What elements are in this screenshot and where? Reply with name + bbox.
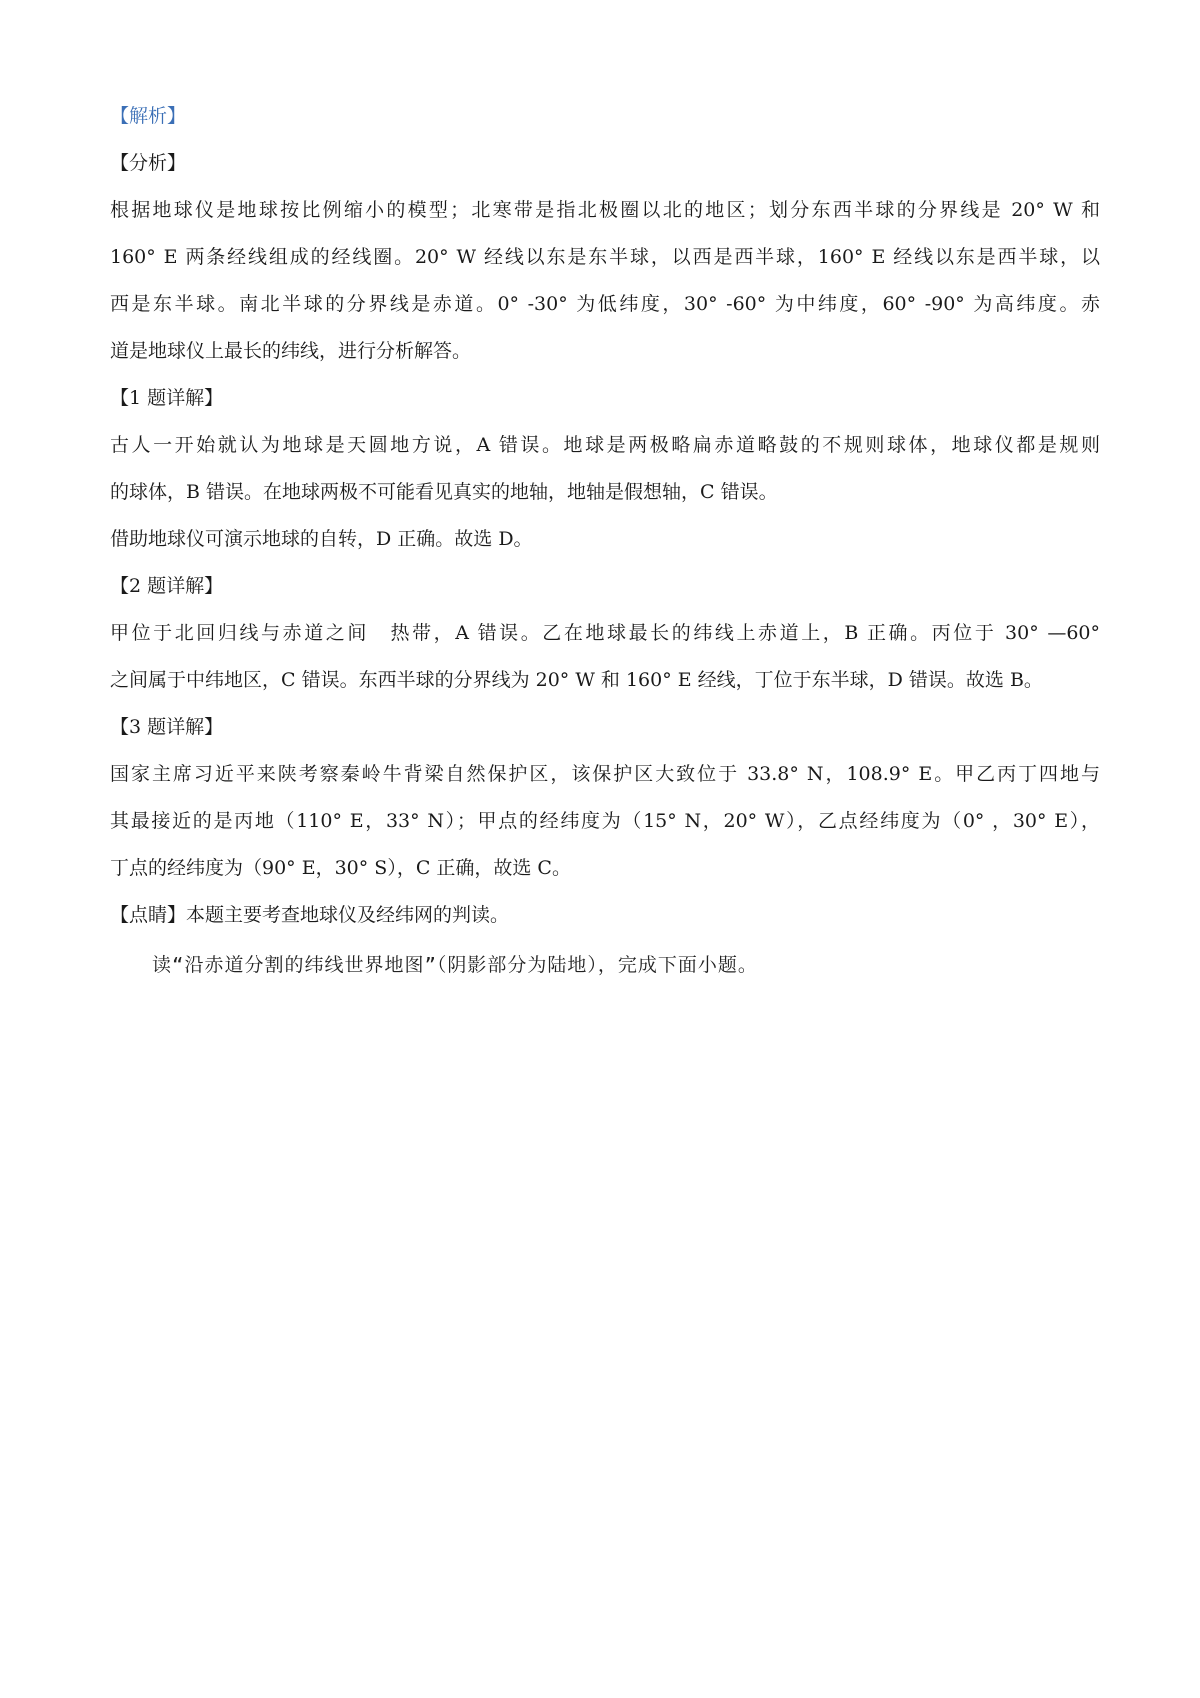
dianjing-note: 【点睛】本题主要考查地球仪及经纬网的判读。: [110, 904, 510, 926]
text-line: 之间属于中纬地区，C 错误。东西半球的分界线为 20° W 和 160° E 经线，丁位于东半球，D 错误。故选 B。: [110, 669, 1043, 691]
text-line: 的球体，B 错误。在地球两极不可能看见真实的地轴，地轴是假想轴，C 错误。: [110, 481, 778, 503]
q2-heading: 【2 题详解】: [110, 575, 224, 597]
text-line: 国家主席习近平来陕考察秦岭牛背梁自然保护区，该保护区大致位于 33.8° N，108.9° E。甲乙丙丁四地与: [110, 763, 1100, 785]
analysis-heading: 【解析】: [110, 105, 187, 127]
fenxi-paragraph: [110, 187, 1100, 375]
text-line: 甲位于北回归线与赤道之间 热带，A 错误。乙在地球最长的纬线上赤道上，B 正确。丙位于 30° —60°: [110, 622, 1100, 644]
text-line: 古人一开始就认为地球是天圆地方说，A 错误。地球是两极略扁赤道略鼓的不规则球体，地球仪都是规则: [110, 434, 1100, 456]
q1-conclusion: 借助地球仪可演示地球的自转，D 正确。故选 D。: [110, 528, 533, 550]
q3-heading: 【3 题详解】: [110, 716, 224, 738]
text-line: 西是东半球。南北半球的分界线是赤道。0° -30° 为低纬度，30° -60° 为中纬度，60° -90° 为高纬度。赤: [110, 293, 1100, 315]
q2-paragraph: [110, 610, 1100, 704]
text-line: 道是地球仪上最长的纬线，进行分析解答。: [110, 340, 472, 362]
document-page: [110, 93, 1100, 985]
text-line: 160° E 两条经线组成的经线圈。20° W 经线以东是东半球，以西是西半球，160° E 经线以东是西半球，以: [110, 246, 1100, 268]
fenxi-heading: 【分析】: [110, 152, 187, 174]
q1-heading: 【1 题详解】: [110, 387, 224, 409]
reading-prompt: 读“沿赤道分割的纬线世界地图”（阴影部分为陆地），完成下面小题。: [152, 954, 758, 976]
text-line: 其最接近的是丙地（110° E，33° N）；甲点的经纬度为（15° N，20° W），乙点经纬度为（0° ，30° E），: [110, 810, 1100, 832]
text-line: 根据地球仪是地球按比例缩小的模型；北寒带是指北极圈以北的地区；划分东西半球的分界线是 20° W 和: [110, 199, 1100, 221]
q1-paragraph: [110, 422, 1100, 516]
q3-paragraph: [110, 751, 1100, 892]
text-line: 丁点的经纬度为（90° E，30° S），C 正确，故选 C。: [110, 857, 571, 879]
